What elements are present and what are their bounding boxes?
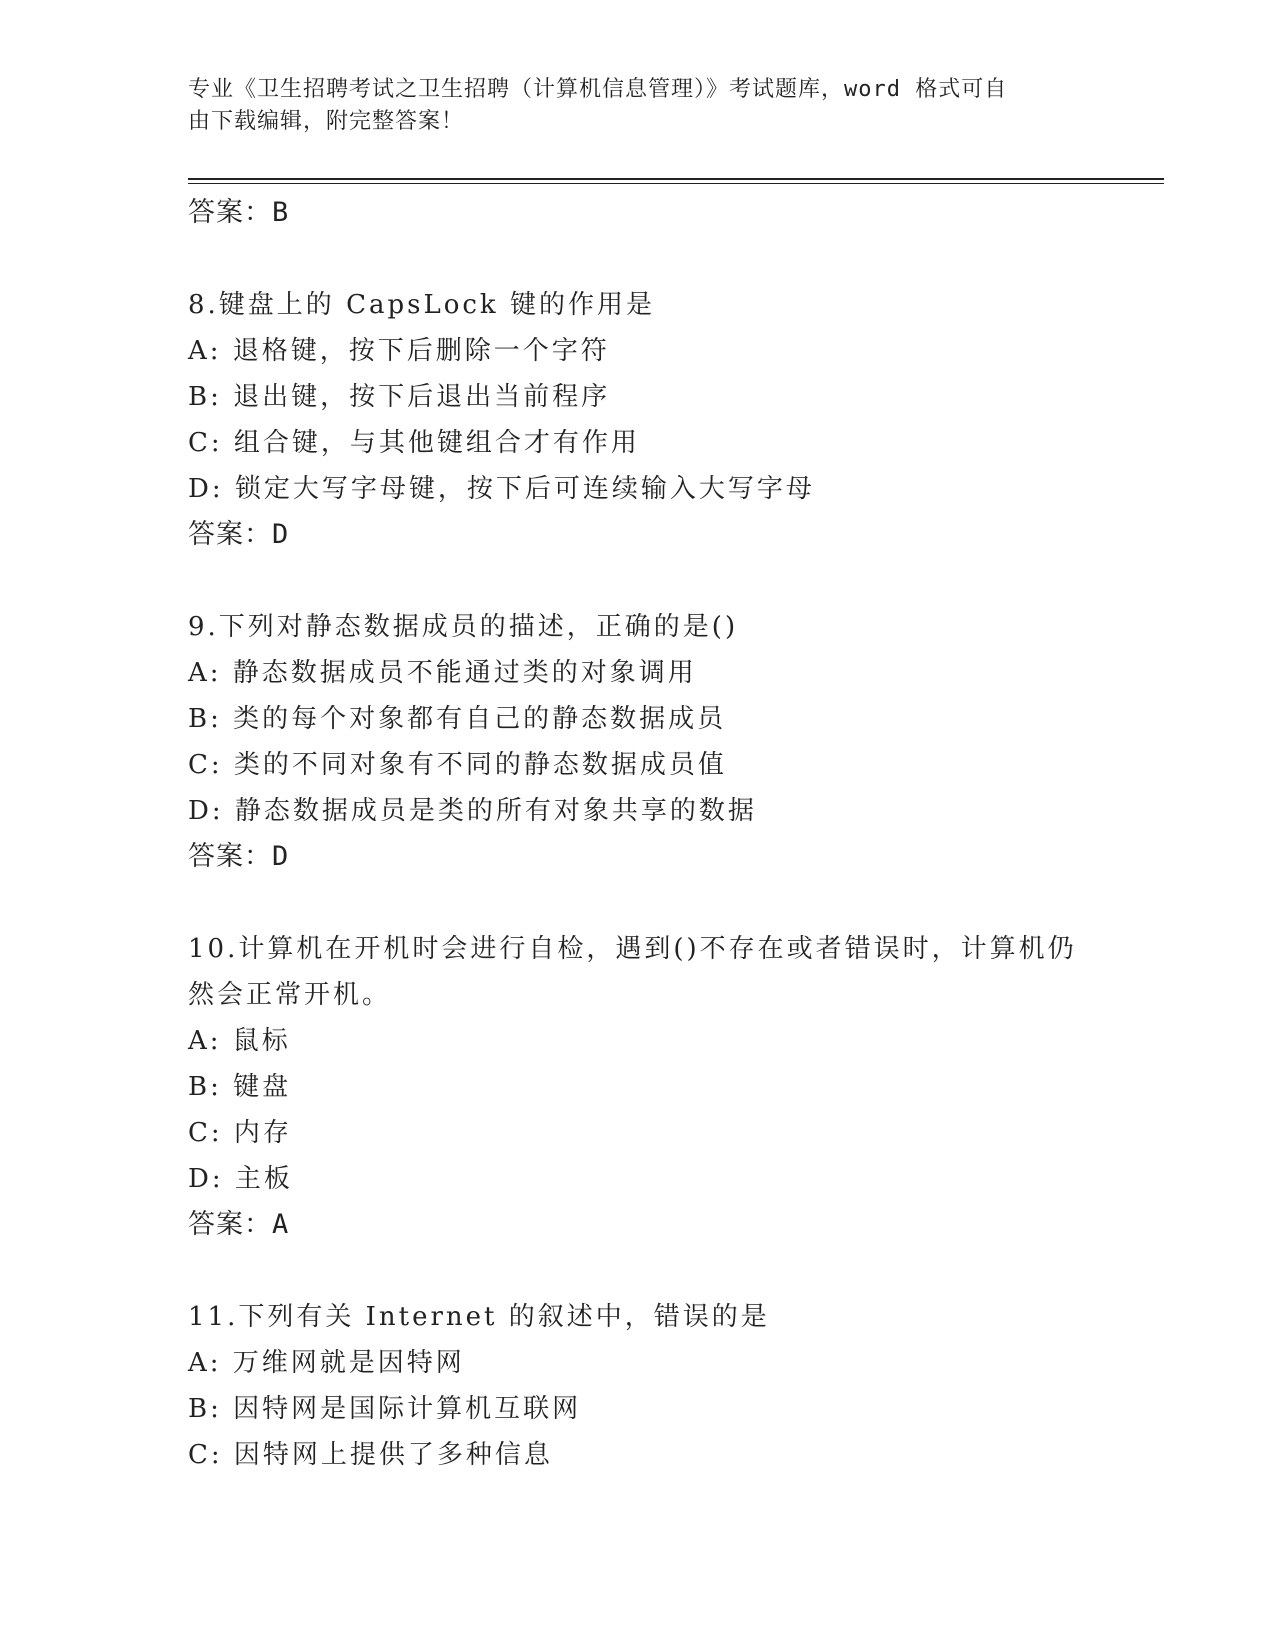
option-b: B: 类的每个对象都有自己的静态数据成员 bbox=[188, 704, 727, 734]
option-b: B: 因特网是国际计算机互联网 bbox=[188, 1394, 582, 1424]
answer-line: 答案：B bbox=[188, 197, 290, 228]
option-a: A: 静态数据成员不能通过类的对象调用 bbox=[188, 658, 697, 688]
option-d: D: 锁定大写字母键，按下后可连续输入大写字母 bbox=[188, 474, 815, 504]
option-d: D: 主板 bbox=[188, 1164, 293, 1194]
document-header bbox=[188, 74, 1068, 138]
option-b: B: 退出键，按下后退出当前程序 bbox=[188, 382, 611, 412]
option-b: B: 键盘 bbox=[188, 1072, 292, 1102]
question-8 bbox=[188, 282, 1088, 558]
header-line-1: 专业《卫生招聘考试之卫生招聘（计算机信息管理）》考试题库，word 格式可自 bbox=[188, 77, 1008, 102]
header-divider-thick bbox=[188, 178, 1164, 180]
question-stem: 11.下列有关 Internet 的叙述中，错误的是 bbox=[188, 1302, 770, 1332]
option-a: A: 万维网就是因特网 bbox=[188, 1348, 465, 1378]
question-list bbox=[188, 190, 1088, 1478]
question-stem: 10.计算机在开机时会进行自检，遇到()不存在或者错误时，计算机仍 bbox=[188, 934, 1077, 964]
question-stem: 8.键盘上的 CapsLock 键的作用是 bbox=[188, 290, 655, 320]
option-c: C: 内存 bbox=[188, 1118, 292, 1148]
option-a: A: 鼠标 bbox=[188, 1026, 291, 1056]
option-a: A: 退格键，按下后删除一个字符 bbox=[188, 336, 610, 366]
question-stem-continued: 然会正常开机。 bbox=[188, 980, 392, 1010]
header-line-2: 由下载编辑，附完整答案！ bbox=[188, 109, 465, 134]
answer-line: 答案：D bbox=[188, 841, 290, 872]
answer-line: 答案：D bbox=[188, 519, 290, 550]
option-c: C: 组合键，与其他键组合才有作用 bbox=[188, 428, 640, 458]
option-c: C: 因特网上提供了多种信息 bbox=[188, 1440, 553, 1470]
option-d: D: 静态数据成员是类的所有对象共享的数据 bbox=[188, 796, 757, 826]
answer-line: 答案：A bbox=[188, 1209, 290, 1240]
header-divider-thin bbox=[188, 183, 1164, 184]
question-stem: 9.下列对静态数据成员的描述，正确的是() bbox=[188, 612, 739, 642]
question-10 bbox=[188, 926, 1088, 1248]
option-c: C: 类的不同对象有不同的静态数据成员值 bbox=[188, 750, 727, 780]
question-9 bbox=[188, 604, 1088, 880]
question-11 bbox=[188, 1294, 1088, 1478]
